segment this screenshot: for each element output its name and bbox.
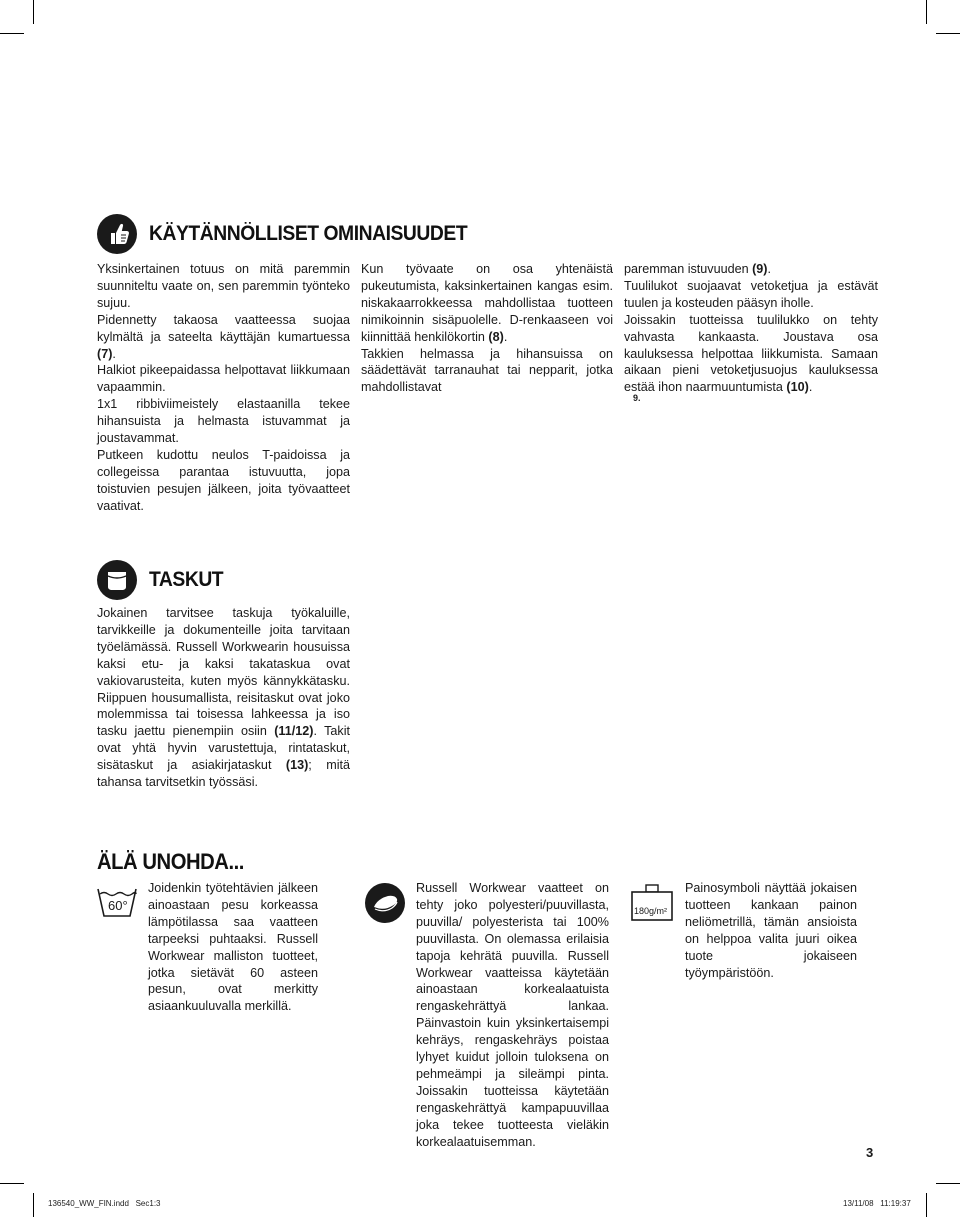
footer-timestamp: 13/11/08 11:19:37 [843,1199,911,1208]
yarn-spinning-icon [365,883,405,923]
dont-forget-heading: ÄLÄ UNOHDA... [97,849,244,874]
features-paragraph: paremman istuvuuden (9). [624,262,772,276]
features-column-1 [97,261,350,515]
wash-temperature-label: 60° [108,898,128,913]
crop-mark [33,0,34,24]
weight-label: 180g/m² [634,906,668,916]
pockets-heading: TASKUT [149,568,224,591]
features-paragraph: Joissakin tuotteissa tuulilukko on tehty vahvasta kankaasta. Joustava osa kauluksessa helpottaa liikkumista. Samaan aikaan pieni vetoketjusuojus kauluksessa estää ihon naarmuuntumista (10). [624,312,878,395]
features-heading: KÄYTÄNNÖLLISET OMINAISUUDET [149,222,468,245]
crop-mark [926,1193,927,1217]
weight-icon [630,883,674,923]
page-number: 3 [866,1145,874,1160]
features-paragraph: Pidennetty takaosa vaatteessa suojaa kylmältä ja sateelta käyttäjän kumartuessa (7). [97,312,350,361]
features-paragraph: 1x1 ribbiviimeistely elastaanilla tekee hihansuista ja helmasta istuvammat ja joustavammat. [97,397,350,446]
wash-paragraph: Joidenkin työtehtävien jälkeen ainoastaan pesu korkeassa lämpötilassa saa vaatteen tarpeeksi puhtaaksi. Russell Workwear malliston tuotteet, jotka sietävät 60 asteen pesun, ovat merkitty asiaankuuluvalla merkillä. [148,881,318,1014]
crop-mark [0,33,24,34]
wash-text [148,880,318,1015]
weight-paragraph: Painosymboli näyttää jokaisen tuotteen kankaan painon neliömetrillä, tämän ansioista on helppoa valita juuri oikea tuote jokaiseen työympäristöön. [685,881,857,980]
thumbs-up-icon [97,214,137,254]
pocket-icon [97,560,137,600]
pockets-paragraph: Jokainen tarvitsee taskuja työkaluille, tarvikkeille ja dokumenteille joita tarvitaan työelämässä. Russell Workwearin housuissa kaksi etu- ja kaksi takataskua ovat vakiovarusteita, kuten myös kännykkätasku. Riippuen housumallista, reisitaskut ovat joko molemmissa tai toisessa lahkeessa ja iso tasku jaettu pienempiin osiin (11/12). Takit ovat yhtä hyvin varustettuja, rintataskut, sisätaskut ja asiakirjataskut (13); mitä tahansa tarvitsetkin työssäsi. [97,606,350,790]
crop-mark [936,1183,960,1184]
features-paragraph: Takkien helmassa ja hihansuissa on säädettävät tarranauhat tai nepparit, jotka mahdollistavat [361,346,613,395]
features-column-3 [624,261,878,396]
features-column-2 [361,261,613,396]
footer-file-info: 136540_WW_FIN.indd Sec1:3 [48,1199,161,1208]
crop-mark [936,33,960,34]
yarn-paragraph: Russell Workwear vaatteet on tehty joko polyesteri/puuvillasta, puuvilla/ polyesterista tai 100% puuvillasta. On olemassa erilaisia tapoja kehrätä puuvilla. Russell Workwear vaatteissa käytetään ainoastaan korkealaatuista rengaskehrättyä lankaa. Päinvastoin kuin yksinkertaisempi kehräys, rengaskehräys poistaa lyhyet kuidut jolloin tuloksena on pehmeämpi ja sileämpi pinta. Joissakin tuotteissa käytetään rengaskehrättyä kampapuuvillaa joka tekee tuotteesta vieläkin korkealaatuisemman. [416,881,609,1149]
features-paragraph: Putkeen kudottu neulos T-paidoissa ja collegeissa parantaa istuvuutta, jopa toistuvien pesujen jälkeen, joita työvaatteet vaativat. [97,447,350,513]
wash-60-icon [96,885,138,919]
features-paragraph: Kun työvaate on osa yhtenäistä pukeutumista, kaksinkertainen kangas esim. niskakaarrokkeessa mahdollistaa tuotteen nimikoinnin sisäpuolelle. D-renkaaseen voi kiinnittää henkilökortin (8). [361,262,613,344]
crop-mark [926,0,927,24]
figure-label: 9. [633,393,641,403]
crop-mark [0,1183,24,1184]
features-paragraph: Halkiot pikeepaidassa helpottavat liikkumaan vapaammin. [97,363,350,395]
features-paragraph: Yksinkertainen totuus on mitä paremmin suunniteltu vaate on, sen paremmin työnteko sujuu. [97,262,350,310]
pockets-text [97,605,350,791]
weight-text [685,880,857,981]
features-paragraph: Tuulilukot suojaavat vetoketjua ja estävät tuulen ja kosteuden pääsyn iholle. [624,278,878,310]
yarn-text [416,880,609,1151]
crop-mark [33,1193,34,1217]
